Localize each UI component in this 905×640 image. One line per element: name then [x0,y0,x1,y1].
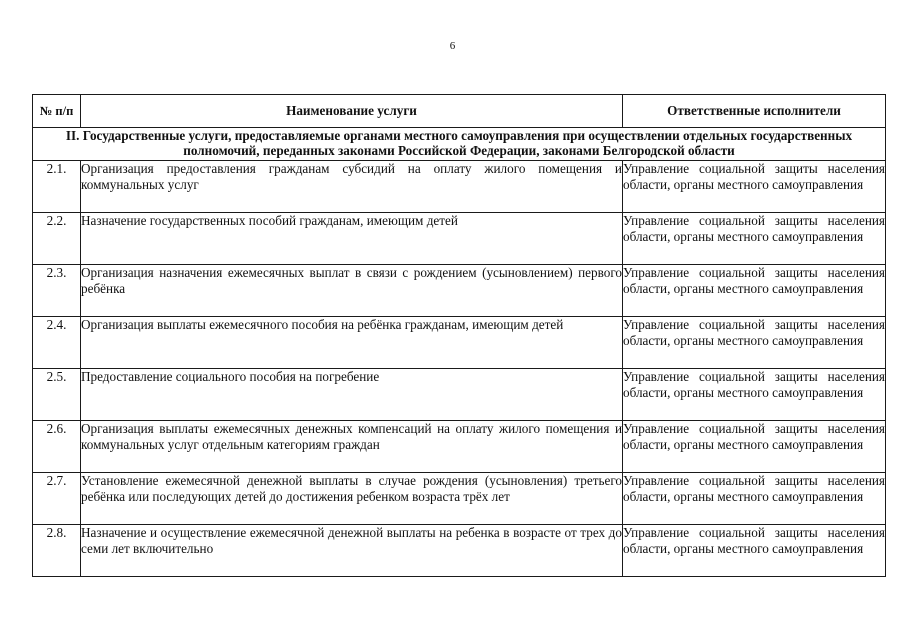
section-title: II. Государственные услуги, предоставляемые органами местного самоуправления при осуществлении отдельных государственных полномочий, переданных законами Российской Федерации, законами Белгородской области [33,128,886,161]
row-number: 2.7. [33,473,81,525]
row-number: 2.4. [33,317,81,369]
row-service-name: Организация предоставления гражданам субсидий на оплату жилого помещения и коммунальных услуг [81,161,623,213]
row-number: 2.8. [33,525,81,577]
row-responsible: Управление социальной защиты населения области, органы местного самоуправления [623,317,886,369]
row-number: 2.6. [33,421,81,473]
row-number: 2.1. [33,161,81,213]
row-responsible: Управление социальной защиты населения области, органы местного самоуправления [623,161,886,213]
row-number: 2.5. [33,369,81,421]
row-service-name: Предоставление социального пособия на погребение [81,369,623,421]
row-responsible: Управление социальной защиты населения области, органы местного самоуправления [623,421,886,473]
table-row [33,473,886,525]
table-row [33,525,886,577]
page-number: 6 [449,40,456,52]
row-service-name: Назначение и осуществление ежемесячной денежной выплаты на ребенка в возрасте от трех до семи лет включительно [81,525,623,577]
row-service-name: Организация выплаты ежемесячного пособия на ребёнка гражданам, имеющим детей [81,317,623,369]
row-responsible: Управление социальной защиты населения области, органы местного самоуправления [623,369,886,421]
header-responsible: Ответственные исполнители [623,95,886,128]
services-table [32,94,886,577]
row-responsible: Управление социальной защиты населения области, органы местного самоуправления [623,265,886,317]
row-responsible: Управление социальной защиты населения области, органы местного самоуправления [623,213,886,265]
table-row [33,421,886,473]
header-service-name: Наименование услуги [81,95,623,128]
row-responsible: Управление социальной защиты населения области, органы местного самоуправления [623,473,886,525]
table-row [33,369,886,421]
row-service-name: Организация выплаты ежемесячных денежных компенсаций на оплату жилого помещения и коммунальных услуг отдельным категориям граждан [81,421,623,473]
row-service-name: Установление ежемесячной денежной выплаты в случае рождения (усыновления) третьего ребёнка или последующих детей до достижения ребенком возраста трёх лет [81,473,623,525]
table-header-row [33,95,886,128]
section-row [33,128,886,161]
row-service-name: Назначение государственных пособий гражданам, имеющим детей [81,213,623,265]
table-row [33,317,886,369]
table-row [33,265,886,317]
table-row [33,213,886,265]
row-responsible: Управление социальной защиты населения области, органы местного самоуправления [623,525,886,577]
row-number: 2.2. [33,213,81,265]
row-service-name: Организация назначения ежемесячных выплат в связи с рождением (усыновлением) первого ребёнка [81,265,623,317]
row-number: 2.3. [33,265,81,317]
table-row [33,161,886,213]
header-number: № п/п [33,95,81,128]
